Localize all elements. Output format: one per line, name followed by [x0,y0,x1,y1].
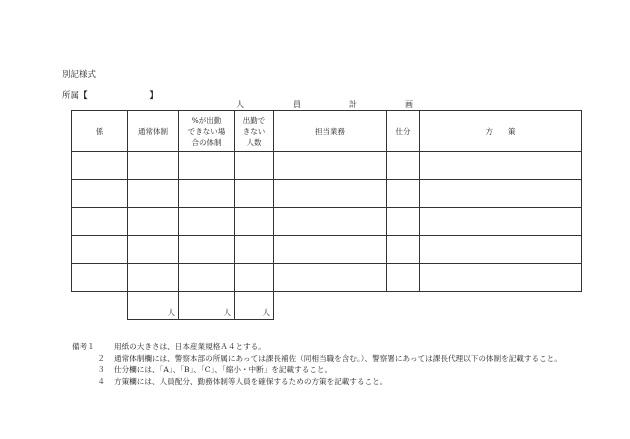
table-cell[interactable] [420,264,582,292]
table-cell[interactable] [387,180,420,208]
table-cell[interactable] [235,180,274,208]
table-cell[interactable] [420,208,582,236]
table-cell[interactable] [235,208,274,236]
total-cell[interactable]: 人 [235,292,274,320]
header-classification: 仕分 [387,111,420,152]
table-cell[interactable] [274,264,387,292]
table-cell[interactable] [72,264,128,292]
note-text: 通常体制欄には、警察本部の所属にあっては課長補佐（同相当職を含む。）、警察署にあっては課長代理以下の体制を記載すること。 [114,353,562,363]
table-cell[interactable] [420,236,582,264]
table-cell[interactable] [128,180,179,208]
table-cell[interactable] [235,236,274,264]
table-cell[interactable] [72,152,128,180]
table-cell[interactable] [128,236,179,264]
department-bracket-open: 【 [79,91,88,101]
note-item [72,341,562,353]
table-header-row [72,111,582,152]
table-cell[interactable] [387,208,420,236]
header-reduced-staffing: %が出勤 できない場 合の体制 [179,111,235,152]
table-cell[interactable] [420,152,582,180]
table-row [72,236,582,264]
table-row [72,180,582,208]
form-label: 別記様式 [62,70,97,80]
department-line [62,89,158,101]
table-cell[interactable] [179,180,235,208]
table-row [72,264,582,292]
total-spacer [274,292,387,320]
note-text: 仕分欄には、「A」、「B」、「C」、「縮小・中断」を記載すること。 [114,365,333,374]
table-cell[interactable] [274,180,387,208]
note-text: 方策欄には、人員配分、勤務体制等人員を確保するための方策を記載すること。 [114,376,388,386]
table-cell[interactable] [274,152,387,180]
table-row [72,152,582,180]
table-cell[interactable] [179,264,235,292]
table-cell[interactable] [179,152,235,180]
table-cell[interactable] [72,208,128,236]
department-bracket-close: 】 [149,91,159,101]
personnel-plan-table [71,110,582,320]
plan-title-char: 画 [405,100,413,109]
table-cell[interactable] [387,152,420,180]
plan-title-char: 計 [349,100,357,109]
note-text: 用紙の大きさは、日本産業規格Ａ４とする。 [114,342,266,351]
total-spacer [387,292,420,320]
department-label: 所属 [62,91,80,101]
total-spacer [72,292,128,320]
table-cell[interactable] [235,152,274,180]
plan-title-char: 人 [236,100,244,109]
header-normal-staffing: 通常体制 [128,111,179,152]
note-number: ３ [97,365,105,374]
total-row [72,292,582,320]
header-duties: 担当業務 [274,111,387,152]
table-cell[interactable] [72,236,128,264]
plan-title [236,99,416,109]
table-cell[interactable] [128,264,179,292]
table-row [72,208,582,236]
table-cell[interactable] [179,208,235,236]
table-cell[interactable] [274,236,387,264]
notes [72,341,562,387]
table-cell[interactable] [179,236,235,264]
total-cell[interactable]: 人 [128,292,179,320]
table-cell[interactable] [420,180,582,208]
note-item [72,364,562,376]
note-number: ２ [97,353,105,363]
header-section: 係 [72,111,128,152]
table-cell[interactable] [72,180,128,208]
note-item [72,353,562,365]
note-number: ４ [97,376,105,386]
table-cell[interactable] [128,152,179,180]
table-cell[interactable] [235,264,274,292]
table-cell[interactable] [128,208,179,236]
total-spacer [420,292,582,320]
note-item [72,376,562,388]
note-prefix: 備考１ [72,342,95,351]
table-cell[interactable] [387,264,420,292]
plan-title-char: 員 [293,100,301,109]
header-absent-count: 出勤で きない 人数 [235,111,274,152]
table-cell[interactable] [387,236,420,264]
total-cell[interactable]: 人 [179,292,235,320]
header-measures: 方 策 [420,111,582,152]
table-cell[interactable] [274,208,387,236]
table-body [72,152,582,320]
